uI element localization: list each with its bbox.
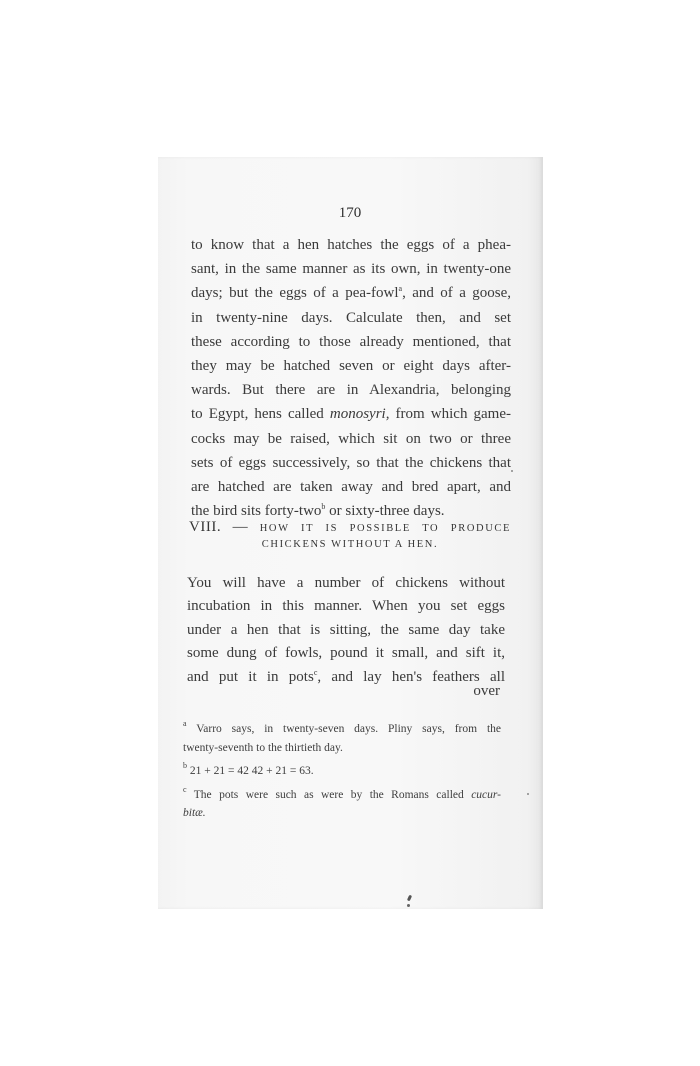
footnote-b: $^b$ 21 + 21 = 42 42 + 21 = 63.	[183, 761, 314, 777]
text-line: sets of eggs successively, so that the chickens that	[191, 454, 511, 471]
paragraph-1	[191, 233, 511, 523]
catchword: over	[473, 683, 500, 699]
section-heading	[189, 519, 511, 559]
text-line: to Egypt, hens called monosyri, from which game-	[191, 406, 511, 423]
footnote-a-cont: twenty-seventh to the thirtieth day.	[183, 741, 343, 754]
text-line: to know that a hen hatches the eggs of a phea-	[191, 237, 511, 253]
ink-speck	[527, 793, 529, 795]
page-number: 170	[338, 205, 362, 221]
footnote-c-cont: bitæ.	[183, 807, 206, 819]
text-line: You will have a number of chickens without	[187, 575, 505, 591]
footnote-c: $^c$ The pots were such as were by the Romans called cucur-	[183, 784, 501, 801]
text-line: under a hen that is sitting, the same day take	[187, 621, 505, 638]
footnotes	[183, 720, 501, 823]
text-line: sant, in the same manner as its own, in twenty-one	[191, 261, 511, 278]
footnote-a: $^a$ Varro says, in twenty-seven days. Pliny says, from the	[183, 719, 501, 735]
paragraph-2	[187, 572, 505, 689]
text-line: incubation in this manner. When you set eggs	[187, 598, 505, 615]
text-line: they may be hatched seven or eight days after-	[191, 357, 511, 374]
text-line: some dung of fowls, pound it small, and sift it,	[187, 645, 505, 662]
section-number: VIII. —	[189, 519, 249, 535]
footnote-marker: a	[398, 284, 403, 294]
text-line: wards. But there are in Alexandria, belonging	[191, 382, 511, 399]
text-line: days; but the eggs of a pea-fowl$^a$, and of a goose,	[191, 284, 512, 302]
text-line: and put it in pots$^c$, and lay hen's feathers all	[187, 667, 505, 685]
heading-line: HOW IT IS POSSIBLE TO PRODUCE	[259, 523, 511, 534]
footnote-marker: c	[313, 667, 318, 677]
heading-line: CHICKENS WITHOUT A HEN.	[261, 539, 439, 550]
text-line: these according to those already mentioned, that	[191, 333, 511, 350]
text-line: cocks may be raised, which sit on two or three	[191, 430, 511, 447]
ink-speck	[511, 470, 513, 472]
footnote-marker: b	[321, 502, 326, 512]
text-line: in twenty-nine days. Calculate then, and set	[191, 309, 511, 326]
ink-speck	[407, 904, 410, 907]
text-line: the bird sits forty-two$^b$ or sixty-three days.	[191, 502, 445, 520]
text-line: are hatched are taken away and bred apart, and	[191, 478, 511, 495]
